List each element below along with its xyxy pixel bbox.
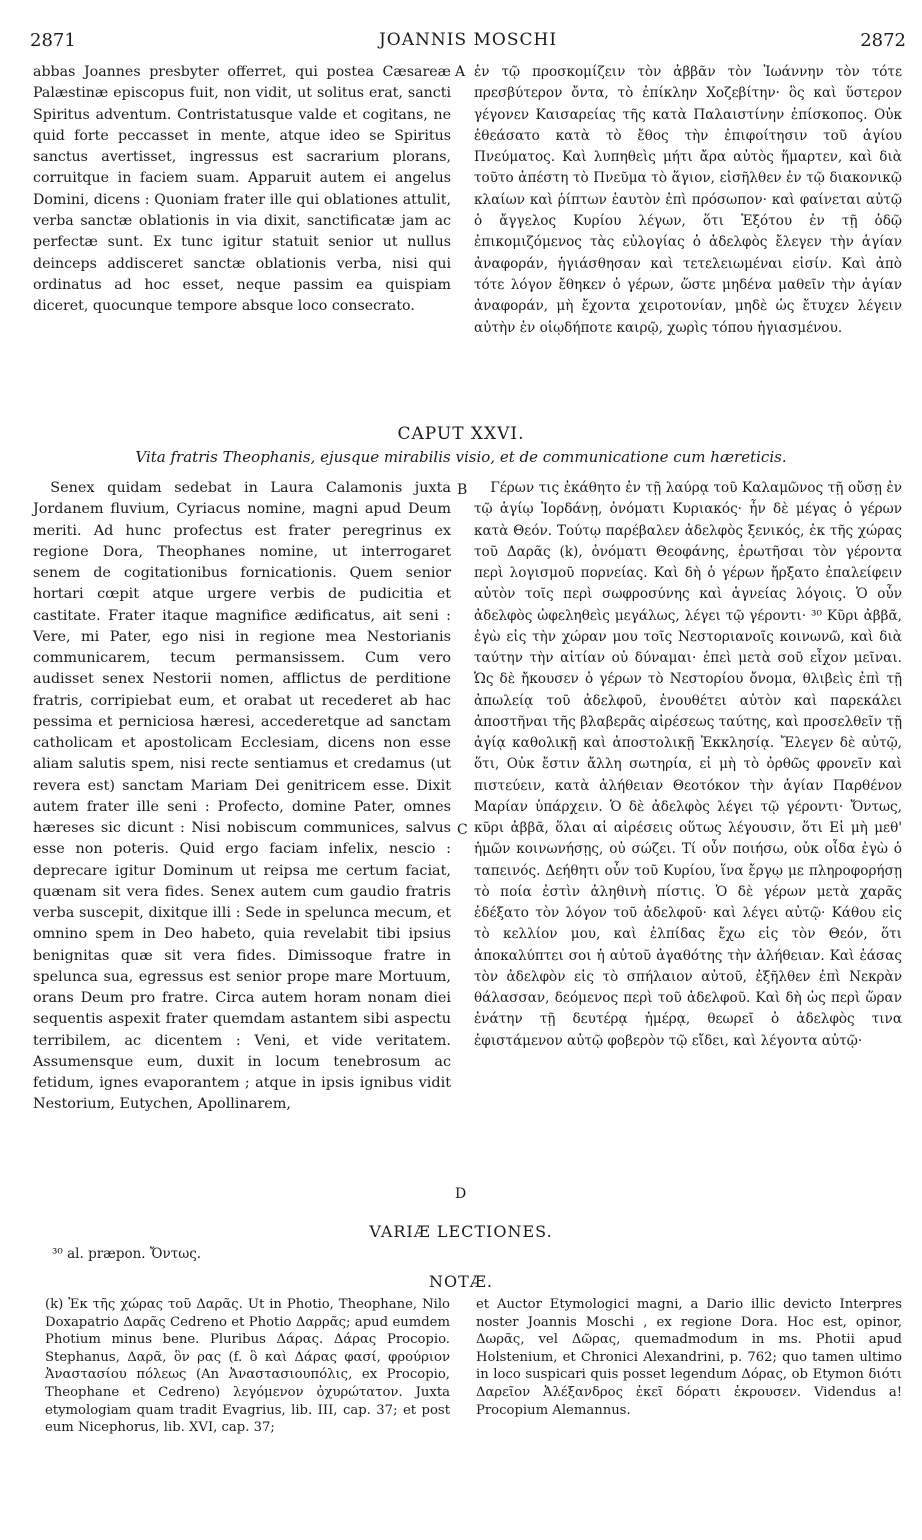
variae-lectiones-heading: VARIÆ LECTIONES. <box>369 1222 553 1241</box>
latin-column-main <box>33 478 451 1116</box>
latin-paragraph: abbas Joannes presbyter offerret, qui postea Cæsareæ Palæstinæ episcopus fuit, non vidit, ut solitus erat, sancti Spiritus adventum. Contristatusque valde et cogitans, ne quid forte peccasset in mente, atque ideo se Spiritus sanctus avertisset, ingressus est sacrarium plorans, corruitque in faciem suam. Apparuit autem ei angelus Domini, dicens : Quoniam frater ille qui oblationes attulit, verba sanctæ oblationis in via dixit, sanctificatæ jam ac perfectæ sunt. Ex tunc igitur statuit senior ut nullus deinceps addisceret sanctæ oblationis verba, nisi qui ordinatus ad hoc esset, neque passim ea quispiam diceret, quocunque tempore absque loco consecrato. <box>33 64 451 315</box>
margin-letter-a: A <box>455 64 466 80</box>
latin-column-top <box>33 62 451 318</box>
chapter-heading: CAPUT XXVI. <box>397 424 525 444</box>
running-title: JOANNIS MOSCHI <box>378 30 558 50</box>
page-number-right: 2872 <box>860 30 906 51</box>
note-text: et Auctor Etymologici magni, a Dario illic devicto Interpres noster Joannis Moschi , ex regione Dora. Hoc est, opinor, Δωρᾶς, vel Δῶρας, quemadmodum in ms. Photii apud Holstenium, et Chronici Alexandrini, p. 762; quo tamen ultimo in loco suspicari quis posset legendum Δόρας, ob Etymon διότι Δαρεῖον Ἀλέξανδρος ἐκεῖ δόρατι ἐκρουσεν. Videndus a! Procopium Alemannus. <box>476 1297 902 1418</box>
margin-letter-b: B <box>457 482 468 498</box>
variant-reading: ³⁰ al. præpon. Ὄντως. <box>52 1246 202 1262</box>
latin-paragraph: Senex quidam sedebat in Laura Calamonis juxta Jordanem fluvium, Cyriacus nomine, magni apud Deum meriti. Ad hunc profectus est frater peregrinus ex regione Dora, Theophanes nomine, ut interrogaret senem de cogitationibus fornicationis. Quem senior hortari cœpit atque urgere verbis de pudicitia et castitate. Frater itaque magnifice ædificatus, ait seni : Vere, mi Pater, ego nisi in regione mea Nestorianis communicarem, tecum permansissem. Cum vero audisset senex Nestorii nomen, afflictus de perditione fratris, corripiebat eum, et orabat ut recederet ab hac pessima et perniciosa hæresi, accederetque ad sanctam catholicam et apostolicam Ecclesiam, dicens non esse aliam salutis spem, nisi recte sentiamus et credamus (ut revera est) sanctam Mariam Dei genitricem esse. Dixit autem frater ille seni : Profecto, domine Pater, omnes hæreses sic dicunt : Nisi nobiscum communices, salvus esse non poteris. Quid ergo faciam infelix, nescio : deprecare igitur Dominum ut reipsa me certum faciat, quænam sit vera fides. Senex autem cum gaudio fratris verba suscepit, dixitque illi : Sede in spelunca mecum, et omnino spem in Deo habeto, quia revelabit tibi ipsius benignitas quæ sit vera fides. Dimissoque fratre in spelunca sua, egressus est senior prope mare Mortuum, orans Deum pro fratre. Circa autem horam nonam diei sequentis aspexit frater quemdam astantem sibi aspectu terribilem, ac dicentem : Veni, et vide veritatem. Assumensque eum, duxit in locum tenebrosum ac fetidum, ignes evaporantem ; atque in ipsis ignibus vidit Nestorium, Eutychen, Apollinarem, <box>33 480 451 1113</box>
margin-letter-d: D <box>455 1186 467 1202</box>
notes-left-column <box>45 1296 450 1437</box>
notae-heading: NOTÆ. <box>429 1272 493 1291</box>
note-text: (k) Ἐκ τῆς χώρας τοῦ Δαρᾶς. Ut in Photio, Theophane, Nilo Doxapatrio Δαρᾶς Cedreno et Photio Δαρρᾶς; apud eumdem Photium minus bene. Pluribus Δάρας. Δάρας Procopio. Stephanus, Δαρᾶ, ὃν ρας (f. ὃ καὶ Δάρας φασί, φρούριον Ἀναστασίου πόλεως (An Ἀναστασιουπόλις, ex Procopio, Theophane et Cedreno) λεγόμενον ὀχυρώτατον. Juxta etymologiam quam tradit Evagrius, lib. III, cap. 37; et post eum Nicephorus, lib. XVI, cap. 37; <box>45 1297 450 1436</box>
greek-column-top <box>474 62 902 339</box>
notes-right-column <box>476 1296 902 1419</box>
running-header <box>30 30 906 56</box>
greek-paragraph: Γέρων τις ἐκάθητο ἐν τῇ λαύρᾳ τοῦ Καλαμῶνος τῇ οὔσῃ ἐν τῷ ἁγίῳ Ἰορδάνῃ, ὀνόματι Κυριακός· ἦν δὲ μέγας ὁ γέρων κατὰ Θεόν. Τούτῳ παρέβαλεν ἀδελφὸς ξενικός, ἐκ τῆς χώρας τοῦ Δαρᾶς (k), ὀνόματι Θεοφάνης, ἐρωτῆσαι τὸν γέροντα περὶ λογισμοῦ πορνείας. Καὶ δὴ ὁ γέρων ἤρξατο ἐπαλείφειν αὐτὸν τοῖς περὶ σωφροσύνης καὶ ἁγνείας λόγοις. Ὁ οὖν ἀδελφὸς ὠφεληθεὶς μεγάλως, λέγει τῷ γέροντι· ³⁰ Κῦρι ἀββᾶ, ἐγὼ εἰς τὴν χώραν μου τοῖς Νεστοριανοῖς κοινωνῶ, καὶ διὰ ταύτην τὴν αἰτίαν οὐ δύναμαι· ἐπεὶ μετὰ σοῦ εἶχον μεῖναι. Ὡς δὲ ἤκουσεν ὁ γέρων τὸ Νεστορίου ὄνομα, θλιβεὶς ἐπὶ τῇ ἀπωλείᾳ τοῦ ἀδελφοῦ, ἐνουθέτει αὐτὸν καὶ παρεκάλει ἀποστῆναι τῆς βλαβερᾶς αἱρέσεως ταύτης, καὶ προσελθεῖν τῇ ἁγίᾳ καθολικῇ καὶ ἀποστολικῇ Ἐκκλησίᾳ. Ἔλεγεν δὲ αὐτῷ, ὅτι, Οὐκ ἔστιν ἄλλη σωτηρία, εἰ μὴ τὸ ὀρθῶς φρονεῖν καὶ πιστεύειν, κατὰ ἀλήθειαν Θεοτόκον τὴν ἁγίαν Παρθένον Μαρίαν ὑπάρχειν. Ὁ δὲ ἀδελφὸς λέγει τῷ γέροντι· Ὄντως, κῦρι ἀββᾶ, ὅλαι αἱ αἱρέσεις οὕτως λέγουσιν, ὅτι Εἰ μὴ μεθ' ἡμῶν κοινωνήσῃς, οὐ σώζει. Τί οὖν ποιήσω, οὐκ οἶδα ἐγὼ ὁ ταπεινός. Δεήθητι οὖν τοῦ Κυρίου, ἵνα ἔργῳ με πληροφορήσῃ τὸ ποία ἐστὶν ἀληθινὴ πίστις. Ὁ δὲ γέρων μετὰ χαρᾶς ἐδέξατο τὸν λόγον τοῦ ἀδελφοῦ· καὶ λέγει αὐτῷ· Κάθου εἰς τὸ κελλίον μου, καὶ ἐλπίδας ἔχω εἰς τὸν Θεόν, ὅτι ἀποκαλύπτει σοι ἡ αὐτοῦ ἀγαθότης τὴν ἀλήθειαν. Καὶ ἐάσας τὸν ἀδελφὸν εἰς τὸ σπήλαιον αὐτοῦ, ἐξῆλθεν ἐπὶ Νεκρὰν θάλασσαν, δεόμενος περὶ τοῦ ἀδελφοῦ. Καὶ δὴ ὡς περὶ ὥραν ἐνάτην τῇ δευτέρᾳ ἡμέρᾳ, θεωρεῖ ὁ ἀδελφὸς τινα ἐφιστάμενον αὐτῷ φοβερὸν τῷ εἴδει, καὶ λέγοντα αὐτῷ· <box>474 480 902 1049</box>
greek-column-main <box>474 478 902 1052</box>
chapter-subtitle: Vita fratris Theophanis, ejusque mirabilis visio, et de communicatione cum hæreticis. <box>135 448 787 466</box>
greek-paragraph: ἐν τῷ προσκομίζειν τὸν ἀββᾶν τὸν Ἰωάννην τὸν τότε πρεσβύτερον ὄντα, τὸ ἐπίκλην Χοζεβίτην· ὃς καὶ ὕστερον γέγονεν Καισαρείας τῆς κατὰ Παλαιστίνην ἐπίσκοπος. Οὐκ ἐθεάσατο κατὰ τὸ ἔθος τὴν ἐπιφοίτησιν τοῦ ἁγίου Πνεύματος. Καὶ λυπηθεὶς μήτι ἄρα αὐτὸς ἥμαρτεν, καὶ διὰ τοῦτο ἀπέστη τὸ Πνεῦμα τὸ ἅγιον, εἰσῆλθεν ἐν τῷ διακονικῷ κλαίων καὶ ῥίπτων ἑαυτὸν ἐπὶ πρόσωπον· καὶ φαίνεται αὐτῷ ὁ ἄγγελος Κυρίου λέγων, ὅτι Ἐξότου ἐν τῇ ὁδῷ ἐπικομιζόμενος τὰς εὐλογίας ὁ ἀδελφὸς ἔλεγεν τὴν ἁγίαν ἀναφοράν, ἡγιάσθησαν καὶ τετελειωμέναι εἰσίν. Καὶ ἀπὸ τότε λόγον ἔθηκεν ὁ γέρων, ὥστε μηδένα μαθεῖν τὴν ἁγίαν ἀναφοράν, μὴ ἔχοντα χειροτονίαν, μηδὲ ὡς ἔτυχεν λέγειν αὐτὴν ἐν οἱῳδήποτε καιρῷ, χωρὶς τόπου ἡγιασμένου. <box>474 64 902 336</box>
margin-letter-c: C <box>457 822 468 838</box>
page-number-left: 2871 <box>30 30 76 51</box>
